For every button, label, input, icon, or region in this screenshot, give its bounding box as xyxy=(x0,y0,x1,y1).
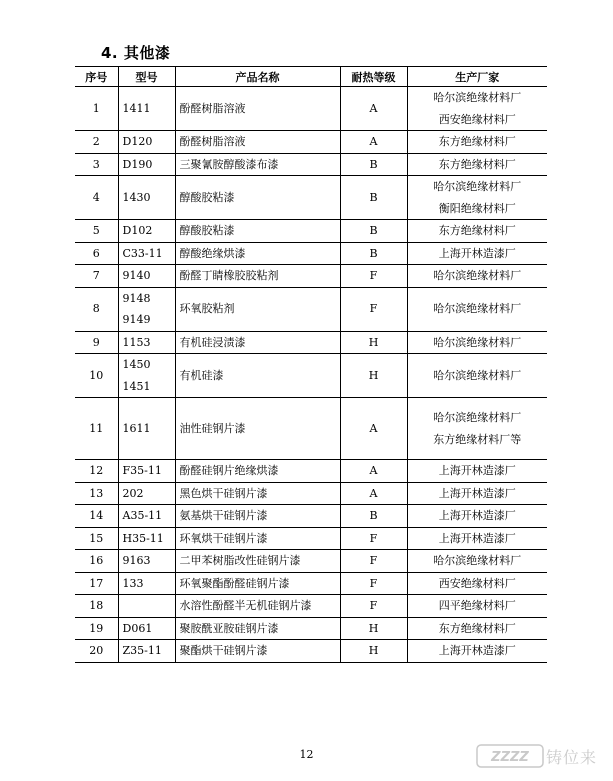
table-row xyxy=(75,640,547,663)
cell-manufacturer xyxy=(407,460,547,483)
cell-heat: A xyxy=(340,131,407,154)
manufacturer-line: 东方绝缘材料厂等 xyxy=(433,432,522,446)
section-title: 4. 其他漆 xyxy=(101,44,171,62)
manufacturer-line: 哈尔滨绝缘材料厂 xyxy=(433,269,522,282)
cell-model xyxy=(118,572,175,595)
table-row xyxy=(75,527,547,550)
table-row xyxy=(75,220,547,243)
cell-heat: F xyxy=(340,572,407,595)
cell-manufacturer xyxy=(407,398,547,460)
table-row xyxy=(75,153,547,176)
cell-manufacturer xyxy=(407,287,547,331)
cell-no: 16 xyxy=(75,550,118,573)
cell-no: 2 xyxy=(75,131,118,154)
cell-no: 18 xyxy=(75,595,118,618)
cell-heat: F xyxy=(340,265,407,288)
cell-no: 14 xyxy=(75,505,118,528)
manufacturer-line: 上海开林造漆厂 xyxy=(438,531,516,545)
manufacturer-line: 西安绝缘材料厂 xyxy=(438,576,516,590)
manufacturer-line: 西安绝缘材料厂 xyxy=(438,112,516,126)
cell-model xyxy=(118,460,175,483)
cell-heat: F xyxy=(340,287,407,331)
watermark-logo-text: ZZZZ xyxy=(491,750,529,765)
cell-no: 8 xyxy=(75,287,118,331)
cell-manufacturer xyxy=(407,354,547,398)
cell-heat: A xyxy=(340,482,407,505)
cell-model xyxy=(118,153,175,176)
model-line: D061 xyxy=(122,621,153,635)
cell-model xyxy=(118,482,175,505)
cell-heat: F xyxy=(340,595,407,618)
model-line: 9148 xyxy=(122,291,151,305)
cell-manufacturer xyxy=(407,242,547,265)
cell-manufacturer xyxy=(407,572,547,595)
table-row xyxy=(75,265,547,288)
cell-manufacturer xyxy=(407,265,547,288)
model-line: F35-11 xyxy=(122,464,162,477)
cell-manufacturer xyxy=(407,331,547,354)
cell-manufacturer xyxy=(407,505,547,528)
cell-model xyxy=(118,640,175,663)
cell-heat: A xyxy=(340,87,407,131)
cell-heat: B xyxy=(340,505,407,528)
cell-name: 聚胺酰亚胺硅钢片漆 xyxy=(175,617,340,640)
cell-no: 5 xyxy=(75,220,118,243)
manufacturer-line: 上海开林造漆厂 xyxy=(438,509,516,522)
table-row xyxy=(75,460,547,483)
model-line: 1611 xyxy=(122,421,151,435)
manufacturer-line: 东方绝缘材料厂 xyxy=(438,224,516,237)
cell-no: 13 xyxy=(75,482,118,505)
model-line: 1450 xyxy=(122,358,151,371)
manufacturer-line: 衡阳绝缘材料厂 xyxy=(438,201,516,215)
cell-model xyxy=(118,595,175,618)
manufacturer-line: 哈尔滨绝缘材料厂 xyxy=(433,335,522,349)
page-number: 12 xyxy=(299,748,314,761)
cell-heat: B xyxy=(340,176,407,220)
table-row xyxy=(75,354,547,398)
model-line: 202 xyxy=(122,486,144,500)
cell-manufacturer xyxy=(407,87,547,131)
cell-name: 有机硅漆 xyxy=(175,354,340,398)
manufacturer-line: 上海开林造漆厂 xyxy=(438,644,516,657)
cell-heat: H xyxy=(340,354,407,398)
cell-manufacturer xyxy=(407,153,547,176)
cell-model xyxy=(118,87,175,131)
header-no: 序号 xyxy=(75,67,118,87)
cell-name: 有机硅浸渍漆 xyxy=(175,331,340,354)
cell-manufacturer xyxy=(407,550,547,573)
header-manufacturer: 生产厂家 xyxy=(407,67,547,87)
cell-name: 黑色烘干硅钢片漆 xyxy=(175,482,340,505)
cell-name: 环氧烘干硅钢片漆 xyxy=(175,527,340,550)
table-header-row xyxy=(75,67,547,87)
manufacturer-line: 东方绝缘材料厂 xyxy=(438,135,516,148)
cell-no: 9 xyxy=(75,331,118,354)
model-line: 133 xyxy=(122,576,144,590)
cell-name: 环氧聚酯酚醛硅钢片漆 xyxy=(175,572,340,595)
cell-name: 三聚氰胺醇酸漆布漆 xyxy=(175,153,340,176)
manufacturer-line: 东方绝缘材料厂 xyxy=(438,621,516,635)
table-row xyxy=(75,131,547,154)
cell-name: 酚醛硅钢片绝缘烘漆 xyxy=(175,460,340,483)
model-line: 9140 xyxy=(122,269,151,282)
cell-heat: F xyxy=(340,550,407,573)
model-line: C33-11 xyxy=(122,246,163,260)
model-line: D120 xyxy=(122,135,153,148)
cell-model xyxy=(118,131,175,154)
cell-manufacturer xyxy=(407,617,547,640)
watermark-text: 铸位来 xyxy=(546,747,598,767)
cell-manufacturer xyxy=(407,640,547,663)
cell-manufacturer xyxy=(407,482,547,505)
cell-name: 酚醛树脂溶液 xyxy=(175,131,340,154)
table-row xyxy=(75,87,547,131)
cell-name: 环氧胶粘剂 xyxy=(175,287,340,331)
cell-model xyxy=(118,398,175,460)
cell-heat: A xyxy=(340,460,407,483)
model-line xyxy=(123,595,171,617)
manufacturer-line: 哈尔滨绝缘材料厂 xyxy=(433,554,522,567)
cell-name: 醇酸胶粘漆 xyxy=(175,220,340,243)
cell-model xyxy=(118,176,175,220)
manufacturer-line: 上海开林造漆厂 xyxy=(438,486,516,500)
cell-no: 6 xyxy=(75,242,118,265)
cell-no: 1 xyxy=(75,87,118,131)
cell-model xyxy=(118,527,175,550)
manufacturer-line: 哈尔滨绝缘材料厂 xyxy=(433,411,522,424)
cell-name: 酚醛树脂溶液 xyxy=(175,87,340,131)
manufacturer-line: 哈尔滨绝缘材料厂 xyxy=(433,302,522,316)
cell-no: 3 xyxy=(75,153,118,176)
table-row xyxy=(75,550,547,573)
cell-no: 4 xyxy=(75,176,118,220)
cell-no: 10 xyxy=(75,354,118,398)
cell-name: 二甲苯树脂改性硅钢片漆 xyxy=(175,550,340,573)
table-row xyxy=(75,176,547,220)
manufacturer-line: 上海开林造漆厂 xyxy=(438,464,516,477)
cell-name: 油性硅钢片漆 xyxy=(175,398,340,460)
cell-name: 醇酸胶粘漆 xyxy=(175,176,340,220)
table-row xyxy=(75,617,547,640)
watermark-logo-icon xyxy=(476,742,544,770)
model-line: 1451 xyxy=(122,379,151,393)
model-line: 1411 xyxy=(122,101,151,115)
model-line: H35-11 xyxy=(122,531,164,545)
header-heat: 耐热等级 xyxy=(340,67,407,87)
cell-name: 醇酸绝缘烘漆 xyxy=(175,242,340,265)
cell-name: 酚醛丁睛橡胶胶粘剂 xyxy=(175,265,340,288)
cell-model xyxy=(118,287,175,331)
header-model: 型号 xyxy=(118,67,175,87)
table-body xyxy=(75,87,547,663)
cell-model xyxy=(118,220,175,243)
model-line: A35-11 xyxy=(122,509,163,522)
cell-heat: B xyxy=(340,242,407,265)
cell-model xyxy=(118,242,175,265)
cell-model xyxy=(118,331,175,354)
cell-heat: A xyxy=(340,398,407,460)
manufacturer-line: 哈尔滨绝缘材料厂 xyxy=(433,368,522,382)
model-line: 1430 xyxy=(122,190,151,204)
cell-manufacturer xyxy=(407,527,547,550)
cell-heat: H xyxy=(340,331,407,354)
manufacturer-line: 四平绝缘材料厂 xyxy=(438,599,516,612)
cell-no: 7 xyxy=(75,265,118,288)
table-row xyxy=(75,572,547,595)
cell-heat: H xyxy=(340,617,407,640)
cell-model xyxy=(118,354,175,398)
model-line: 9163 xyxy=(122,554,151,567)
table-row xyxy=(75,331,547,354)
table-row xyxy=(75,505,547,528)
manufacturer-line: 哈尔滨绝缘材料厂 xyxy=(433,91,522,104)
manufacturer-line: 上海开林造漆厂 xyxy=(438,246,516,260)
model-line: Z35-11 xyxy=(122,644,162,657)
table-row xyxy=(75,287,547,331)
cell-no: 20 xyxy=(75,640,118,663)
cell-heat: B xyxy=(340,220,407,243)
cell-name: 水溶性酚醛半无机硅钢片漆 xyxy=(175,595,340,618)
cell-heat: F xyxy=(340,527,407,550)
cell-heat: B xyxy=(340,153,407,176)
table-row xyxy=(75,242,547,265)
cell-heat: H xyxy=(340,640,407,663)
cell-model xyxy=(118,505,175,528)
cell-no: 12 xyxy=(75,460,118,483)
table-row xyxy=(75,398,547,460)
cell-no: 19 xyxy=(75,617,118,640)
cell-manufacturer xyxy=(407,220,547,243)
watermark xyxy=(476,742,597,770)
cell-manufacturer xyxy=(407,176,547,220)
manufacturer-line: 东方绝缘材料厂 xyxy=(438,157,516,171)
table-row xyxy=(75,595,547,618)
cell-no: 17 xyxy=(75,572,118,595)
cell-name: 聚酯烘干硅钢片漆 xyxy=(175,640,340,663)
cell-no: 11 xyxy=(75,398,118,460)
spec-table xyxy=(75,66,547,663)
model-line: D102 xyxy=(122,224,153,237)
header-name: 产品名称 xyxy=(175,67,340,87)
cell-manufacturer xyxy=(407,595,547,618)
cell-model xyxy=(118,617,175,640)
model-line: D190 xyxy=(122,157,153,171)
cell-model xyxy=(118,265,175,288)
cell-no: 15 xyxy=(75,527,118,550)
model-line: 1153 xyxy=(122,335,151,349)
cell-name: 氨基烘干硅钢片漆 xyxy=(175,505,340,528)
table-row xyxy=(75,482,547,505)
cell-model xyxy=(118,550,175,573)
model-line: 9149 xyxy=(122,313,151,326)
manufacturer-line: 哈尔滨绝缘材料厂 xyxy=(433,180,522,193)
cell-manufacturer xyxy=(407,131,547,154)
